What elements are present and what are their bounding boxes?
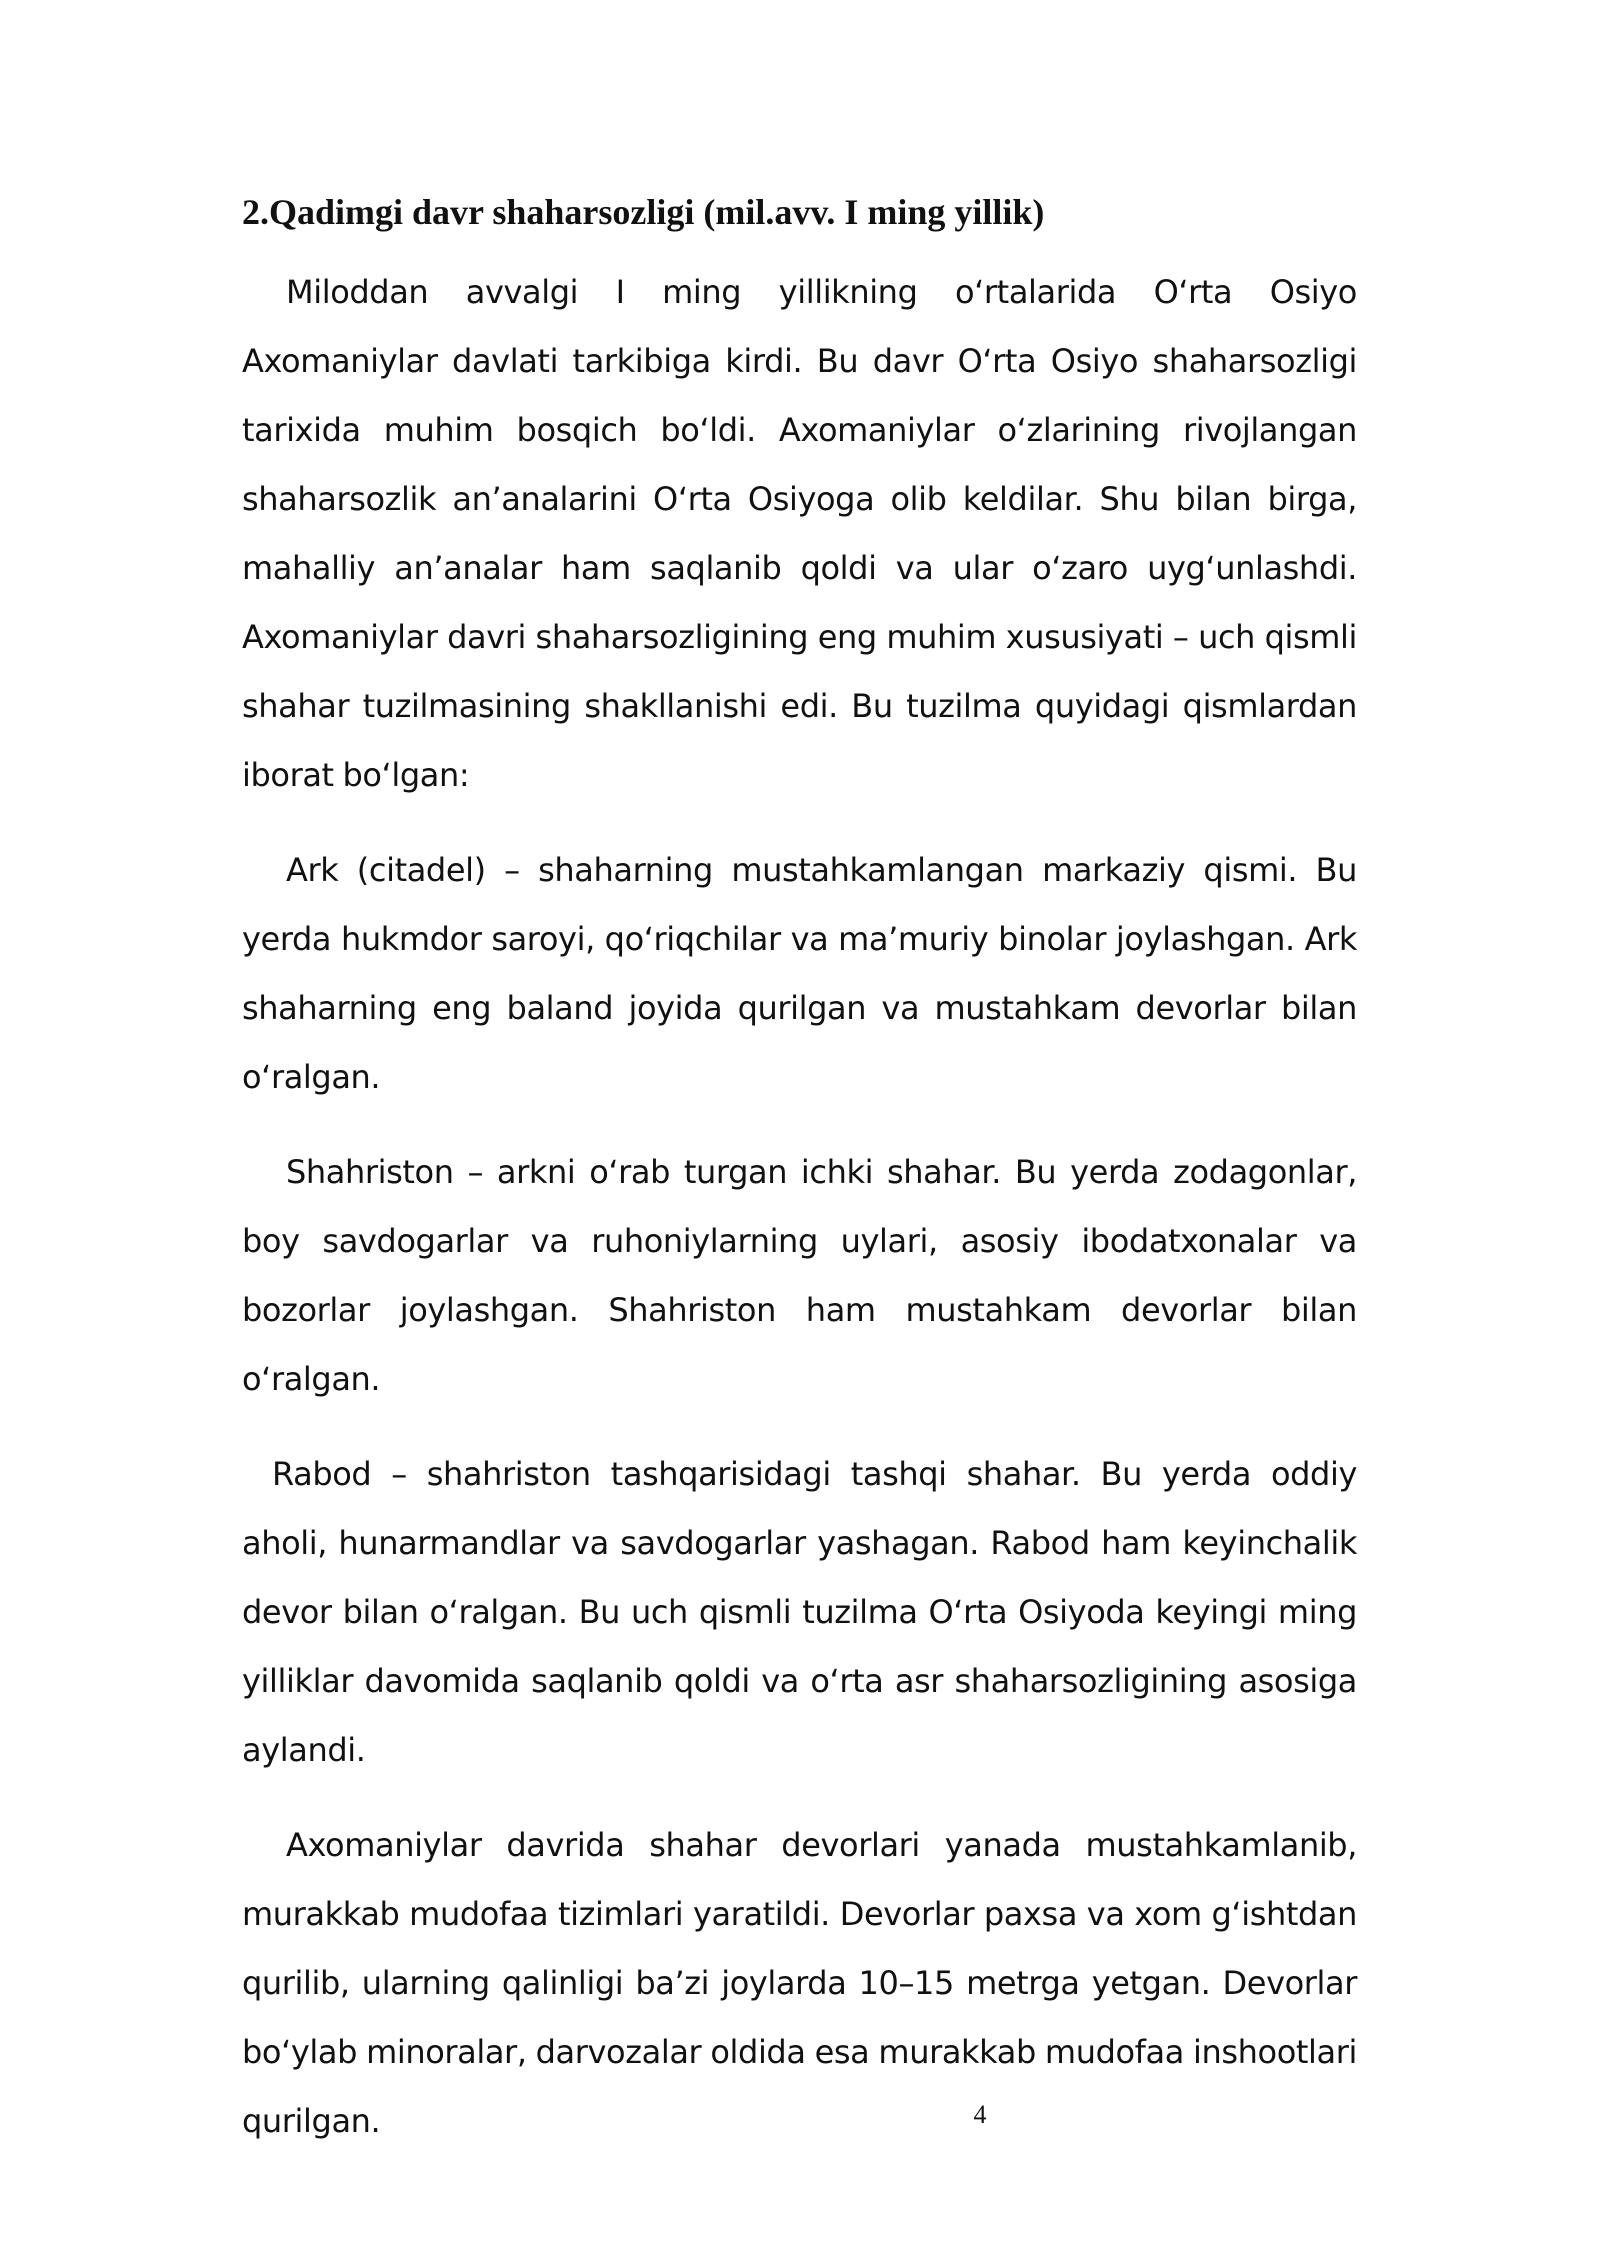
paragraph-ark: Ark (citadel) – shaharning mustahkamlangan markaziy qismi. Bu yerda hukmdor saroyi, qoʻriqchilar va ma’muriy binolar joylashgan. Ark shaharning eng baland joyida qurilgan va mustahkam devorlar bilan oʻralgan. xyxy=(242,851,1357,1096)
section-heading: 2.Qadimgi davr shaharsozligi (mil.avv. I ming yillik) xyxy=(242,192,1045,232)
paragraph-walls: Axomaniylar davrida shahar devorlari yanada mustahkamlanib, murakkab mudofaa tizimlari yaratildi. Devorlar paxsa va xom gʻishtdan qurilib, ularning qalinligi ba’zi joylarda 10–15 metrga yetgan. Devorlar boʻylab minoralar, darvozalar oldida esa murakkab mudofaa inshootlari qurilgan. xyxy=(242,1826,1357,2140)
paragraph-shahriston: Shahriston – arkni oʻrab turgan ichki shahar. Bu yerda zodagonlar, boy savdogarlar va ruhoniylarning uylari, asosiy ibodatxonalar va bozorlar joylashgan. Shahriston ham mustahkam devorlar bilan oʻralgan. xyxy=(242,1153,1357,1398)
paragraph-intro: Miloddan avvalgi I ming yillikning oʻrtalarida Oʻrta Osiyo Axomaniylar davlati tarkibiga kirdi. Bu davr Oʻrta Osiyo shaharsozligi tarixida muhim bosqich boʻldi. Axomaniylar oʻzlarining rivojlangan shaharsozlik an’analarini Oʻrta Osiyoga olib keldilar. Shu bilan birga, mahalliy an’analar ham saqlanib qoldi va ular oʻzaro uygʻunlashdi. Axomaniylar davri shaharsozligining eng muhim xususiyati – uch qismli shahar tuzilmasining shakllanishi edi. Bu tuzilma quyidagi qismlardan iborat boʻlgan: xyxy=(242,273,1357,794)
document-page xyxy=(242,188,1357,2156)
page-number: 4 xyxy=(973,2100,987,2129)
paragraph-rabod: Rabod – shahriston tashqarisidagi tashqi shahar. Bu yerda oddiy aholi, hunarmandlar va savdogarlar yashagan. Rabod ham keyinchalik devor bilan oʻralgan. Bu uch qismli tuzilma Oʻrta Osiyoda keyingi ming yilliklar davomida saqlanib qoldi va oʻrta asr shaharsozligining asosiga aylandi. xyxy=(242,1455,1357,1769)
